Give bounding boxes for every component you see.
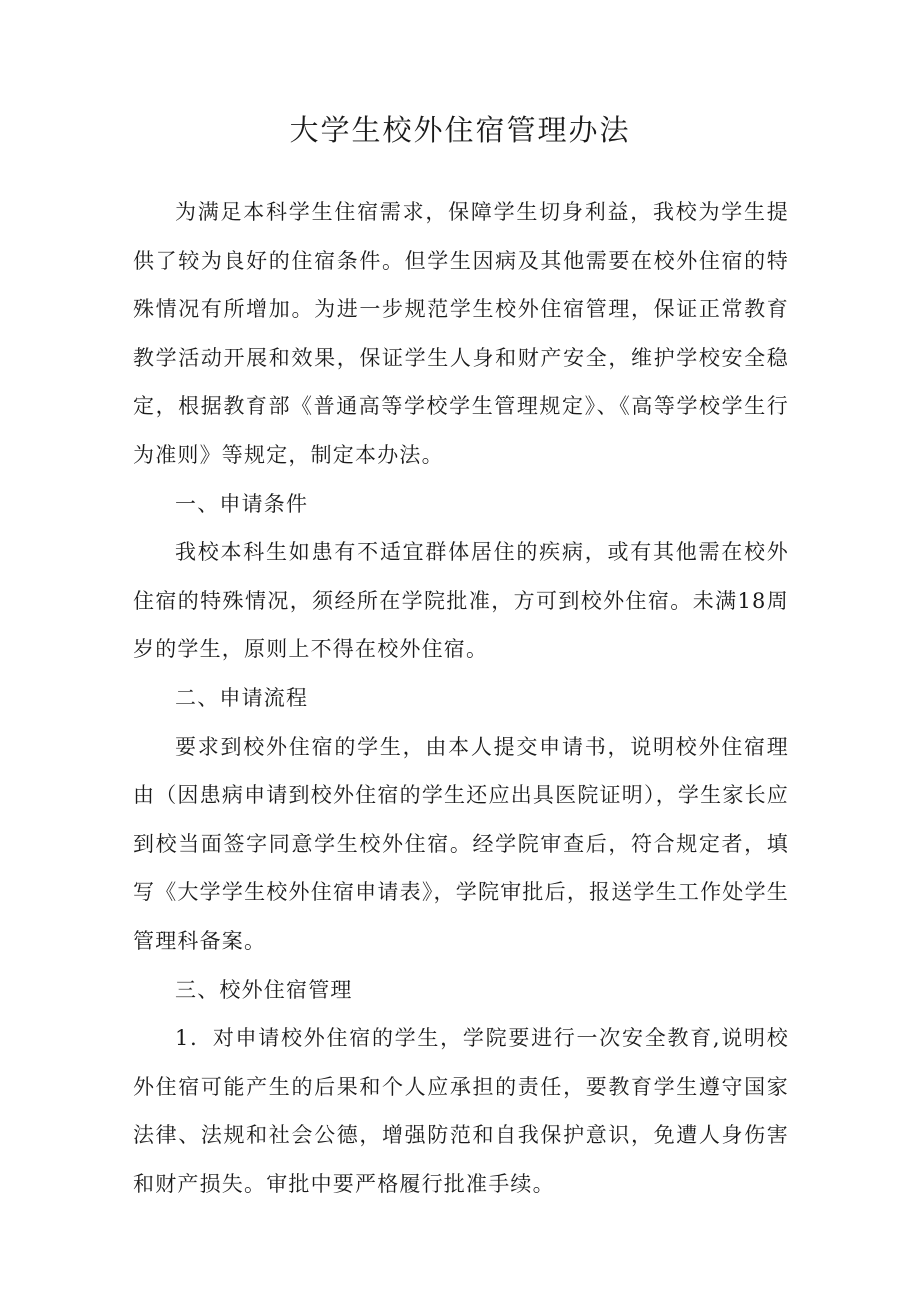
section-heading-off-campus-management: 三、校外住宿管理 <box>175 977 353 1002</box>
intro-paragraph: 为满足本科学生住宿需求，保障学生切身利益，我校为学生提供了较为良好的住宿条件。但学生因病及其他需要在校外住宿的特殊情况有所增加。为进一步规范学生校外住宿管理，保证正常教育教学活动开展和效果，保证学生人身和财产安全，维护学校安全稳定，根据教育部《普通高等学校学生管理规定》、《高等学校学生行为准则》等规定，制定本办法。 <box>133 200 789 467</box>
document-title: 大学生校外住宿管理办法 <box>289 113 631 147</box>
section-heading-application-process: 二、申请流程 <box>175 685 309 710</box>
section-paragraph: 要求到校外住宿的学生，由本人提交申请书，说明校外住宿理由（因患病申请到校外住宿的学生还应出具医院证明），学生家长应到校当面签字同意学生校外住宿。经学院审查后，符合规定者，填写《大学学生校外住宿申请表》，学院审批后，报送学生工作处学生管理科备案。 <box>133 734 789 953</box>
section-paragraph: 1．对申请校外住宿的学生，学院要进行一次安全教育,说明校外住宿可能产生的后果和个人应承担的责任，要教育学生遵守国家法律、法规和社会公德，增强防范和自我保护意识，免遭人身伤害和财产损失。审批中要严格履行批准手续。 <box>133 1026 789 1196</box>
section-paragraph: 我校本科生如患有不适宜群体居住的疾病，或有其他需在校外住宿的特殊情况，须经所在学院批准，方可到校外住宿。未满18周岁的学生，原则上不得在校外住宿。 <box>133 540 789 662</box>
section-heading-application-conditions: 一、申请条件 <box>175 491 309 516</box>
document-body <box>133 188 789 1208</box>
